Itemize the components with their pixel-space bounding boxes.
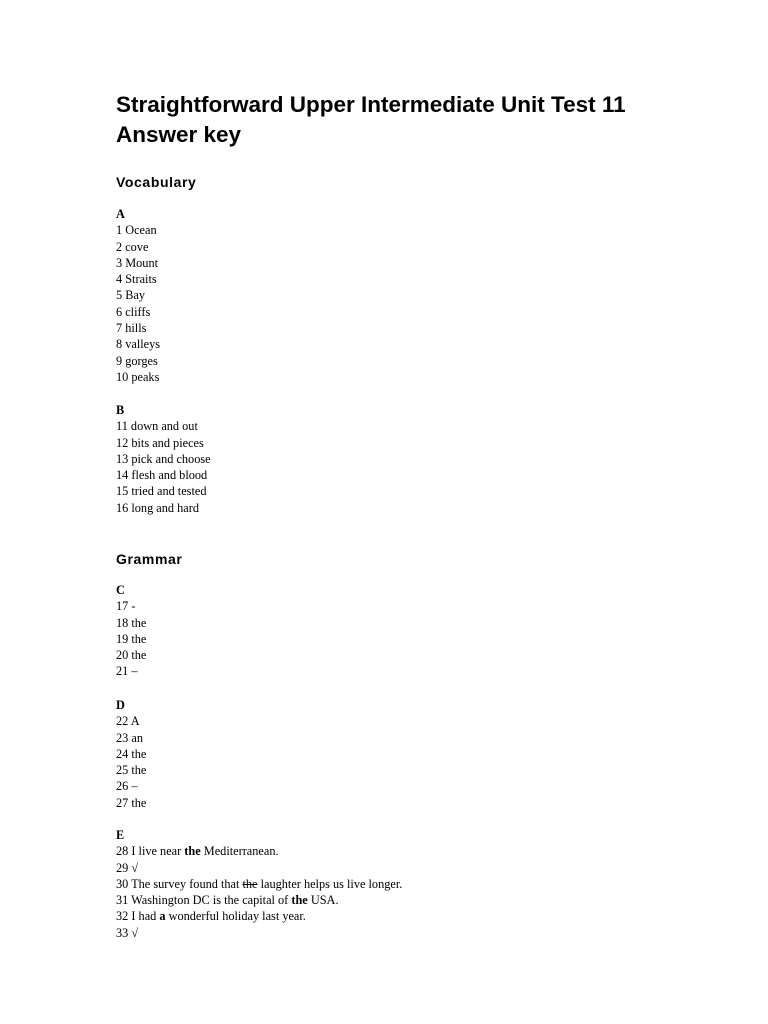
answer-22: 22 A <box>116 714 140 729</box>
section-a-block <box>116 206 160 385</box>
answer-26: 26 – <box>116 779 138 794</box>
title-line-1: Straightforward Upper Intermediate Unit Test 11 <box>116 92 626 117</box>
answer-23: 23 an <box>116 730 143 745</box>
answer-33: 33 √ <box>116 925 139 940</box>
section-e-letter: E <box>116 828 125 842</box>
answer-9: 9 gorges <box>116 353 158 368</box>
answer-32-text-end: wonderful holiday last year. <box>165 909 306 924</box>
section-c-letter: C <box>116 583 125 597</box>
section-a-letter: A <box>116 207 125 221</box>
answer-7: 7 hills <box>116 321 147 336</box>
answer-13: 13 pick and choose <box>116 451 211 466</box>
answer-21: 21 – <box>116 664 138 679</box>
section-heading-grammar: Grammar <box>116 551 183 567</box>
answer-4: 4 Straits <box>116 272 157 287</box>
answer-16: 16 long and hard <box>116 500 199 515</box>
answer-18: 18 the <box>116 615 147 630</box>
section-b-letter: B <box>116 403 125 417</box>
section-e-block <box>116 827 402 941</box>
section-heading-vocabulary: Vocabulary <box>116 174 197 190</box>
answer-15: 15 tried and tested <box>116 484 207 499</box>
answer-31-text-end: USA. <box>307 893 339 908</box>
answer-28-text: 28 I live near <box>116 844 185 859</box>
answer-5: 5 Bay <box>116 288 146 303</box>
answer-25: 25 the <box>116 763 147 778</box>
answer-29: 29 √ <box>116 860 139 875</box>
answer-11: 11 down and out <box>116 419 198 434</box>
answer-28 <box>116 843 402 859</box>
answer-28-text-end: Mediterranean. <box>200 844 279 859</box>
answer-28-correction: the <box>184 844 201 859</box>
answer-30-text-end: laughter helps us live longer. <box>257 876 403 891</box>
section-c-block <box>116 582 146 680</box>
section-d-letter: D <box>116 698 125 712</box>
answer-20: 20 the <box>116 648 147 663</box>
answer-19: 19 the <box>116 631 147 646</box>
answer-14: 14 flesh and blood <box>116 468 208 483</box>
answer-32 <box>116 908 402 924</box>
answer-31-text: 31 Washington DC is the capital of <box>116 893 292 908</box>
answer-12: 12 bits and pieces <box>116 435 204 450</box>
section-d-block <box>116 697 146 811</box>
answer-27: 27 the <box>116 795 147 810</box>
answer-31 <box>116 892 402 908</box>
answer-8: 8 valleys <box>116 337 161 352</box>
answer-32-text: 32 I had <box>116 909 160 924</box>
answer-30-deleted-word: the <box>242 876 258 891</box>
title-line-2: Answer key <box>116 122 242 147</box>
answer-6: 6 cliffs <box>116 304 151 319</box>
answer-30 <box>116 876 402 892</box>
answer-30-text: 30 The survey found that <box>116 876 243 891</box>
answer-10: 10 peaks <box>116 369 160 384</box>
answer-2: 2 cove <box>116 239 149 254</box>
answer-17: 17 - <box>116 599 136 614</box>
answer-32-correction: a <box>159 909 166 924</box>
answer-3: 3 Mount <box>116 255 159 270</box>
answer-24: 24 the <box>116 746 147 761</box>
section-b-block <box>116 402 211 516</box>
answer-1: 1 Ocean <box>116 223 157 238</box>
page-title <box>116 90 626 150</box>
answer-31-correction: the <box>291 893 308 908</box>
